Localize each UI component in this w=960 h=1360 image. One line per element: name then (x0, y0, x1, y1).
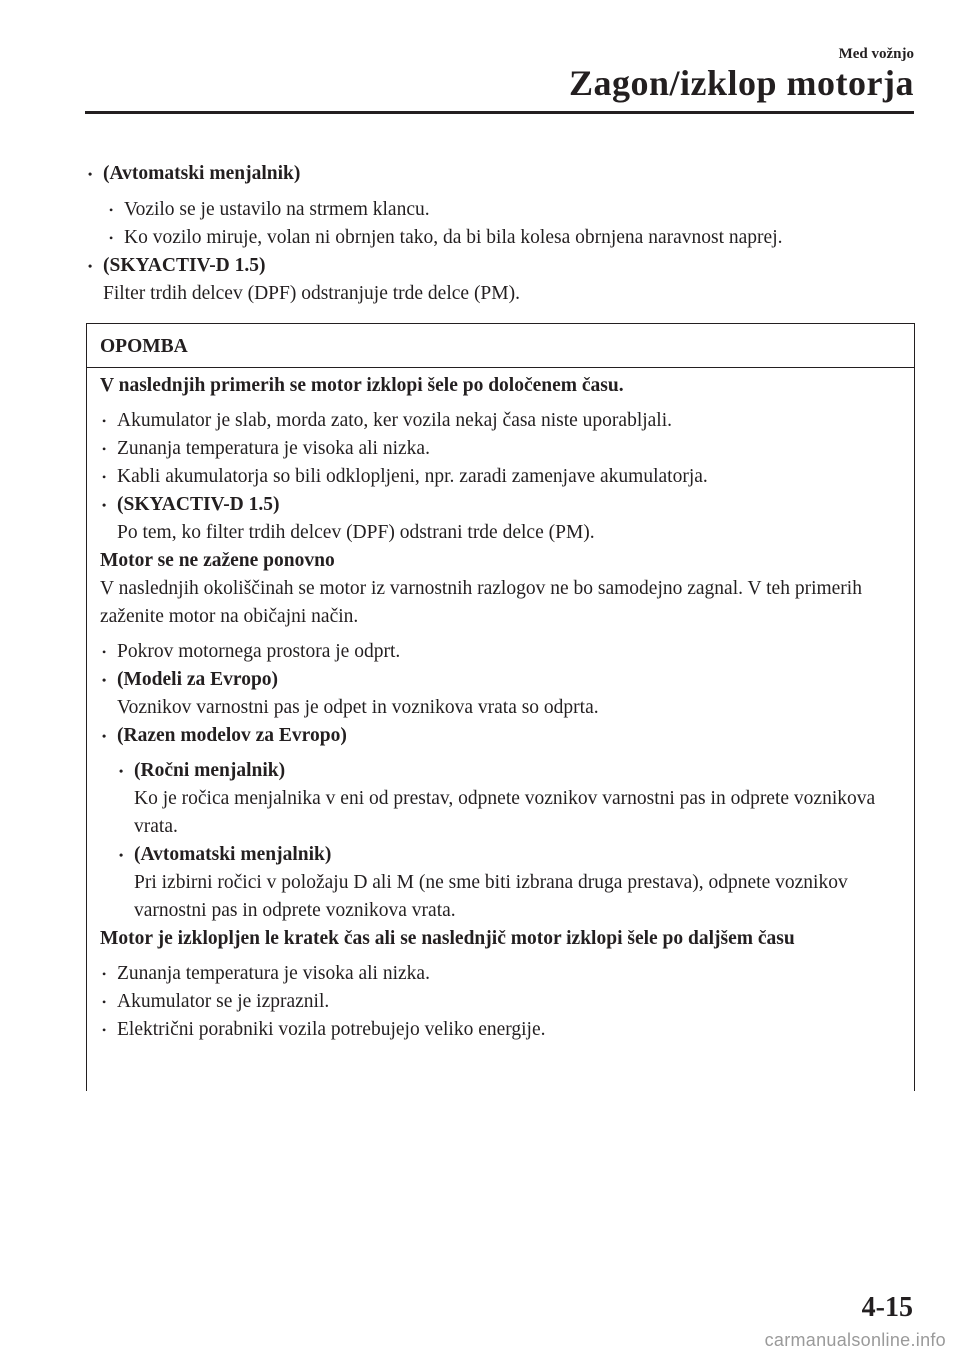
watermark: carmanualsonline.info (764, 1330, 946, 1350)
note-section-heading: Motor se ne zažene ponovno (100, 550, 335, 571)
list-item: • Električni porabniki vozila potrebujejo veliko energije. (100, 1016, 896, 1044)
note-list (100, 638, 896, 925)
note-section-heading: Motor je izklopljen le kratek čas ali se naslednjič motor izklopi šele po daljšem času (100, 928, 795, 949)
list-item (86, 252, 914, 280)
note-paragraph: V naslednjih okoliščinah se motor iz varnostnih razlogov ne bo samodejno zagnal. V teh primerih zaženite motor na običajni način. (100, 578, 862, 627)
list-item: • Zunanja temperatura je visoka ali nizka. (100, 960, 896, 988)
at-heading: (Avtomatski menjalnik) (103, 163, 301, 184)
list-item (86, 160, 914, 188)
list-item: • (Avtomatski menjalnik) (117, 841, 896, 869)
page-number: 4-15 (861, 1292, 913, 1323)
note-body (87, 372, 914, 1044)
skyactiv-heading: (SKYACTIV-D 1.5) (103, 255, 266, 276)
note-list (100, 960, 896, 1044)
list-item-text: Po tem, ko filter trdih delcev (DPF) odstrani trde delce (PM). (117, 522, 595, 543)
note-box (86, 323, 915, 1091)
list-item: • (Razen modelov za Evropo) (100, 722, 896, 750)
note-section-heading: V naslednjih primerih se motor izklopi šele po določenem času. (100, 375, 624, 396)
list-item: • Zunanja temperatura je visoka ali nizka. (100, 435, 896, 463)
header-rule (85, 111, 914, 114)
list-item-text: Voznikov varnostni pas je odpet in voznikova vrata so odprta. (117, 697, 599, 718)
sub-list (117, 757, 896, 925)
section-label: Med vožnjo (838, 46, 914, 62)
skyactiv-text: Filter trdih delcev (DPF) odstranjuje trde delce (PM). (103, 283, 520, 304)
list-item-text: Ko je ročica menjalnika v eni od prestav, odpnete voznikov varnostni pas in odprete voznikova vrata. (134, 788, 876, 837)
list-item-text: Pri izbirni ročici v položaju D ali M (ne sme biti izbrana druga prestava), odpnete voznikov varnostni pas in odprete voznikova vrata. (134, 872, 848, 921)
list-item: • (Ročni menjalnik) (117, 757, 896, 785)
list-item: • Akumulator se je izpraznil. (100, 988, 896, 1016)
note-list (100, 407, 896, 547)
sub-list (107, 196, 914, 252)
list-item: • Ko vozilo miruje, volan ni obrnjen tako, da bi bila kolesa obrnjena naravnost naprej. (107, 224, 914, 252)
list-item: • Kabli akumulatorja so bili odklopljeni, npr. zaradi zamenjave akumulatorja. (100, 463, 896, 491)
note-label: OPOMBA (87, 324, 914, 368)
list-item: • (Modeli za Evropo) (100, 666, 896, 694)
list-item: • Pokrov motornega prostora je odprt. (100, 638, 896, 666)
list-item: • Vozilo se je ustavilo na strmem klancu. (107, 196, 914, 224)
intro-content (86, 160, 914, 308)
page-title: Zagon/izklop motorja (568, 63, 914, 103)
list-item: • (SKYACTIV-D 1.5) (100, 491, 896, 519)
list-item: • Akumulator je slab, morda zato, ker vozila nekaj časa niste uporabljali. (100, 407, 896, 435)
